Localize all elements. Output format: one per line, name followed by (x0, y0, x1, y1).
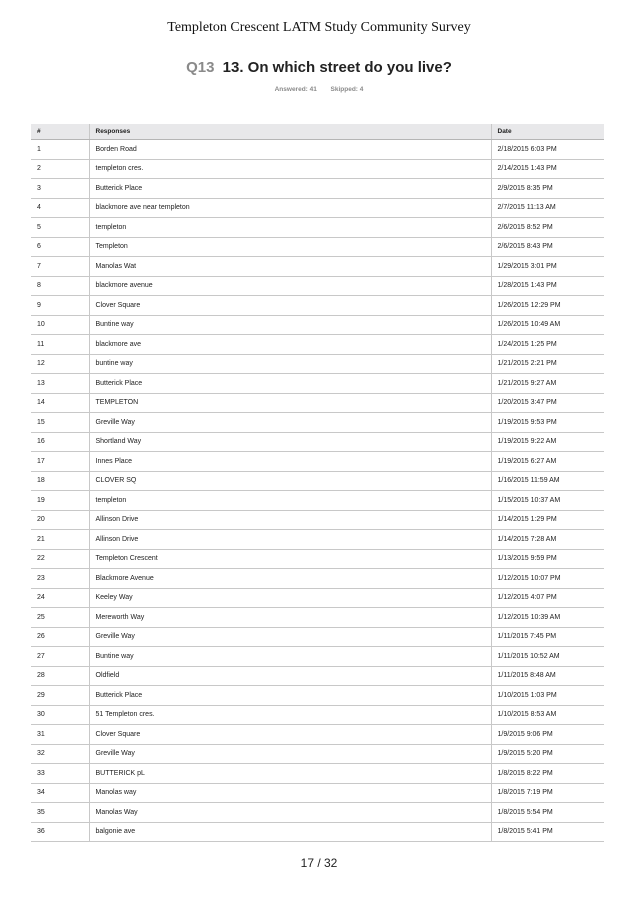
table-row (31, 627, 604, 647)
row-date: 1/24/2015 1:25 PM (491, 335, 604, 355)
row-response: Manolas way (89, 783, 491, 803)
row-number: 31 (31, 725, 89, 745)
table-row (31, 198, 604, 218)
table-row (31, 764, 604, 784)
row-response: Clover Square (89, 725, 491, 745)
row-date: 1/14/2015 1:29 PM (491, 510, 604, 530)
row-number: 21 (31, 530, 89, 550)
table-row (31, 218, 604, 238)
question-number: Q13 (186, 59, 215, 76)
row-response: templeton cres. (89, 159, 491, 179)
header-responses: Responses (89, 124, 491, 140)
answered-count: Answered: 41 (274, 86, 317, 93)
row-date: 1/11/2015 7:45 PM (491, 627, 604, 647)
table-row (31, 276, 604, 296)
table-row (31, 549, 604, 569)
row-response: Manolas Way (89, 803, 491, 823)
table-row (31, 374, 604, 394)
row-response: balgonie ave (89, 822, 491, 842)
row-number: 12 (31, 354, 89, 374)
row-date: 2/14/2015 1:43 PM (491, 159, 604, 179)
row-response: Allinson Drive (89, 510, 491, 530)
row-response: Buntine way (89, 647, 491, 667)
table-row (31, 452, 604, 472)
row-date: 1/10/2015 1:03 PM (491, 686, 604, 706)
table-row (31, 237, 604, 257)
row-date: 1/28/2015 1:43 PM (491, 276, 604, 296)
skipped-count: Skipped: 4 (330, 86, 364, 93)
row-number: 19 (31, 491, 89, 511)
row-number: 22 (31, 549, 89, 569)
row-number: 36 (31, 822, 89, 842)
table-row (31, 510, 604, 530)
table-row (31, 588, 604, 608)
table-row (31, 159, 604, 179)
row-date: 1/8/2015 8:22 PM (491, 764, 604, 784)
row-date: 1/21/2015 2:21 PM (491, 354, 604, 374)
row-response: Butterick Place (89, 179, 491, 199)
row-response: Mereworth Way (89, 608, 491, 628)
row-number: 27 (31, 647, 89, 667)
row-number: 14 (31, 393, 89, 413)
row-date: 1/11/2015 8:48 AM (491, 666, 604, 686)
row-number: 34 (31, 783, 89, 803)
row-date: 2/7/2015 11:13 AM (491, 198, 604, 218)
row-response: 51 Templeton cres. (89, 705, 491, 725)
table-row (31, 335, 604, 355)
row-response: Blackmore Avenue (89, 569, 491, 589)
document-header-title: Templeton Crescent LATM Study Community Survey (167, 20, 471, 35)
row-date: 1/16/2015 11:59 AM (491, 471, 604, 491)
table-row (31, 530, 604, 550)
row-date: 1/8/2015 5:54 PM (491, 803, 604, 823)
row-number: 13 (31, 374, 89, 394)
row-response: Allinson Drive (89, 530, 491, 550)
row-date: 1/19/2015 9:53 PM (491, 413, 604, 433)
table-header-row (31, 124, 604, 140)
table-row (31, 647, 604, 667)
header-date: Date (491, 124, 604, 140)
table-row (31, 705, 604, 725)
header-number: # (31, 124, 89, 140)
table-row (31, 686, 604, 706)
row-response: Shortland Way (89, 432, 491, 452)
row-date: 1/12/2015 10:07 PM (491, 569, 604, 589)
row-response: Templeton Crescent (89, 549, 491, 569)
table-row (31, 471, 604, 491)
row-number: 16 (31, 432, 89, 452)
row-number: 28 (31, 666, 89, 686)
row-number: 35 (31, 803, 89, 823)
row-response: Butterick Place (89, 374, 491, 394)
row-response: Greville Way (89, 627, 491, 647)
row-date: 1/10/2015 8:53 AM (491, 705, 604, 725)
row-date: 1/9/2015 9:06 PM (491, 725, 604, 745)
row-date: 2/18/2015 6:03 PM (491, 140, 604, 160)
row-response: Oldfield (89, 666, 491, 686)
row-response: Greville Way (89, 413, 491, 433)
table-row (31, 257, 604, 277)
row-date: 1/11/2015 10:52 AM (491, 647, 604, 667)
row-date: 1/19/2015 9:22 AM (491, 432, 604, 452)
table-row (31, 783, 604, 803)
row-date: 1/26/2015 10:49 AM (491, 315, 604, 335)
row-number: 2 (31, 159, 89, 179)
row-date: 1/8/2015 5:41 PM (491, 822, 604, 842)
table-row (31, 822, 604, 842)
table-row (31, 608, 604, 628)
row-response: TEMPLETON (89, 393, 491, 413)
row-response: blackmore avenue (89, 276, 491, 296)
row-date: 2/6/2015 8:52 PM (491, 218, 604, 238)
table-row (31, 179, 604, 199)
row-response: Templeton (89, 237, 491, 257)
row-number: 9 (31, 296, 89, 316)
question-text: 13. On which street do you live? (222, 59, 452, 76)
response-stats (0, 86, 638, 93)
row-number: 32 (31, 744, 89, 764)
row-date: 1/12/2015 4:07 PM (491, 588, 604, 608)
responses-table (31, 124, 604, 842)
row-number: 20 (31, 510, 89, 530)
table-row (31, 140, 604, 160)
row-number: 30 (31, 705, 89, 725)
table-row (31, 569, 604, 589)
row-response: Innes Place (89, 452, 491, 472)
row-response: blackmore ave (89, 335, 491, 355)
row-number: 15 (31, 413, 89, 433)
table-row (31, 393, 604, 413)
page-number: 17 / 32 (300, 856, 338, 870)
table-row (31, 491, 604, 511)
row-number: 6 (31, 237, 89, 257)
row-date: 1/26/2015 12:29 PM (491, 296, 604, 316)
row-number: 8 (31, 276, 89, 296)
row-response: Borden Road (89, 140, 491, 160)
row-number: 5 (31, 218, 89, 238)
row-number: 29 (31, 686, 89, 706)
row-number: 33 (31, 764, 89, 784)
row-number: 11 (31, 335, 89, 355)
table-row (31, 296, 604, 316)
row-number: 4 (31, 198, 89, 218)
row-response: Manolas Wat (89, 257, 491, 277)
row-response: Butterick Place (89, 686, 491, 706)
row-number: 7 (31, 257, 89, 277)
row-response: Clover Square (89, 296, 491, 316)
row-response: Keeley Way (89, 588, 491, 608)
table-row (31, 744, 604, 764)
row-date: 1/9/2015 5:20 PM (491, 744, 604, 764)
row-response: CLOVER SQ (89, 471, 491, 491)
row-date: 1/21/2015 9:27 AM (491, 374, 604, 394)
table-row (31, 666, 604, 686)
row-number: 3 (31, 179, 89, 199)
row-date: 1/12/2015 10:39 AM (491, 608, 604, 628)
row-number: 25 (31, 608, 89, 628)
row-date: 2/9/2015 8:35 PM (491, 179, 604, 199)
table-row (31, 354, 604, 374)
row-date: 1/8/2015 7:19 PM (491, 783, 604, 803)
table-row (31, 803, 604, 823)
row-number: 17 (31, 452, 89, 472)
table-row (31, 725, 604, 745)
row-number: 24 (31, 588, 89, 608)
row-date: 1/13/2015 9:59 PM (491, 549, 604, 569)
row-response: templeton (89, 491, 491, 511)
row-number: 1 (31, 140, 89, 160)
row-date: 2/6/2015 8:43 PM (491, 237, 604, 257)
row-number: 23 (31, 569, 89, 589)
table-row (31, 413, 604, 433)
row-date: 1/14/2015 7:28 AM (491, 530, 604, 550)
row-date: 1/19/2015 6:27 AM (491, 452, 604, 472)
question-title (0, 59, 638, 76)
table-row (31, 432, 604, 452)
row-response: buntine way (89, 354, 491, 374)
table-row (31, 315, 604, 335)
row-number: 18 (31, 471, 89, 491)
row-number: 26 (31, 627, 89, 647)
row-date: 1/29/2015 3:01 PM (491, 257, 604, 277)
row-date: 1/20/2015 3:47 PM (491, 393, 604, 413)
row-response: templeton (89, 218, 491, 238)
row-response: BUTTERICK pL (89, 764, 491, 784)
row-date: 1/15/2015 10:37 AM (491, 491, 604, 511)
row-response: blackmore ave near templeton (89, 198, 491, 218)
row-number: 10 (31, 315, 89, 335)
row-response: Greville Way (89, 744, 491, 764)
row-response: Buntine way (89, 315, 491, 335)
